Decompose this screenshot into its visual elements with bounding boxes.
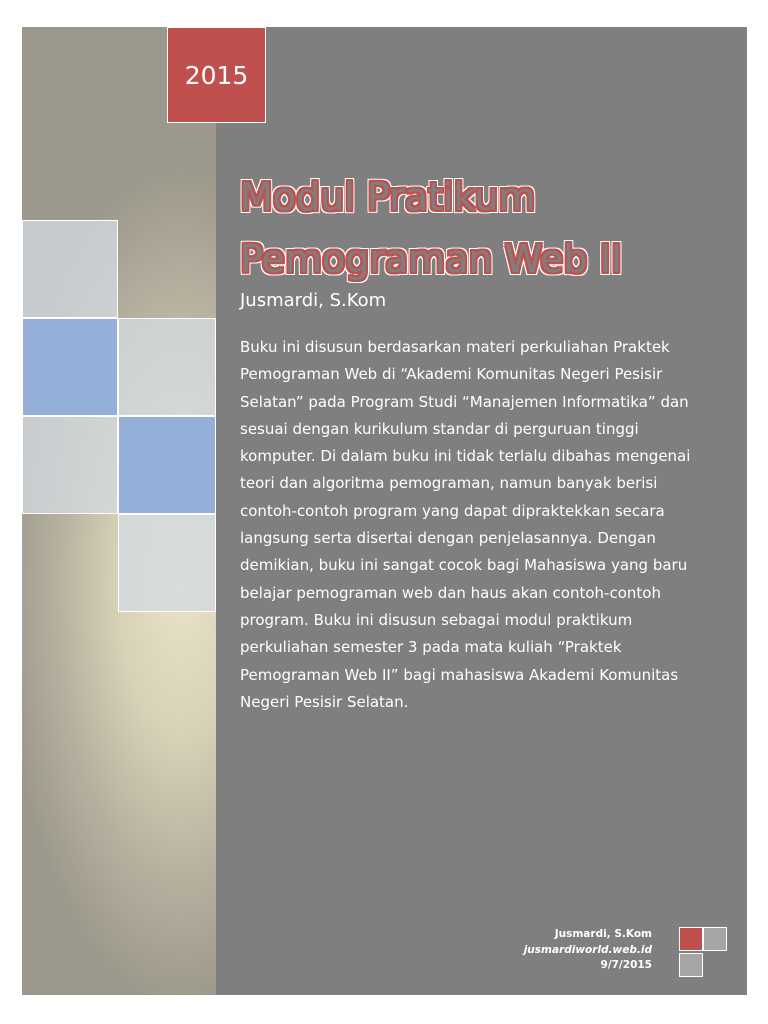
decorative-tile bbox=[22, 416, 118, 514]
title-line-1: Modul Pratikum bbox=[240, 175, 536, 219]
year-text: 2015 bbox=[184, 60, 249, 90]
footer-info bbox=[440, 927, 652, 974]
footer-decorative-square bbox=[679, 953, 703, 977]
decorative-tile bbox=[118, 318, 216, 416]
document-title bbox=[240, 166, 740, 290]
decorative-tile bbox=[118, 416, 216, 514]
decorative-tile bbox=[22, 318, 118, 416]
description-paragraph: Buku ini disusun berdasarkan materi perkuliahan Praktek Pemograman Web di “Akademi Komunitas Negeri Pesisir Selatan” pada Program Studi “Manajemen Informatika” dan sesuai dengan kurikulum standar di perguruan tinggi komputer. Di dalam buku ini tidak terlalu dibahas mengenai teori dan algoritma pemograman, namun banyak berisi contoh-contoh program yang dapat dipraktekkan secara langsung serta disertai dengan penjelasannya. Dengan demikian, buku ini sangat cocok bagi Mahasiswa yang baru belajar pemograman web dan haus akan contoh-contoh program. Buku ini disusun sebagai modul praktikum perkuliahan semester 3 pada mata kuliah “Praktek Pemograman Web II” bagi mahasiswa Akademi Komunitas Negeri Pesisir Selatan. bbox=[240, 338, 691, 711]
footer-decorative-square bbox=[703, 927, 727, 951]
decorative-tile bbox=[118, 514, 216, 612]
year-badge bbox=[167, 27, 266, 123]
footer-website: jusmardiworld.web.id bbox=[523, 943, 652, 956]
title-line-2: Pemograman Web II bbox=[240, 237, 623, 281]
decorative-tile bbox=[22, 220, 118, 318]
author-name: Jusmardi, S.Kom bbox=[240, 290, 387, 311]
footer-decorative-square bbox=[679, 927, 703, 951]
footer-date: 9/7/2015 bbox=[600, 959, 652, 971]
footer-author: Jusmardi, S.Kom bbox=[554, 928, 652, 940]
